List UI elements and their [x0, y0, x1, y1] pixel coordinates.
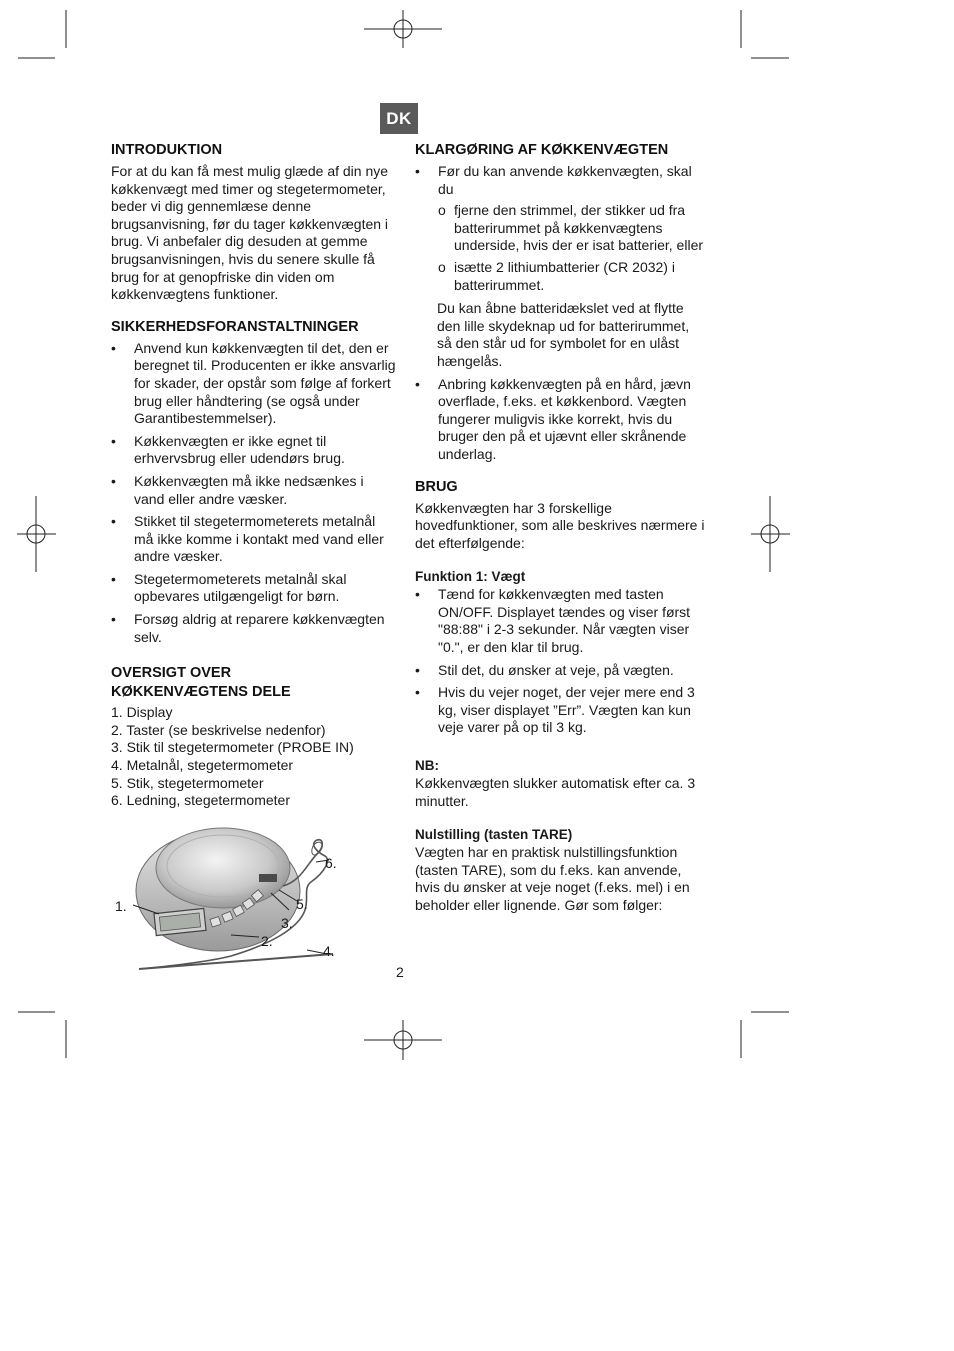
parts-section	[111, 664, 396, 976]
list-item: 3. Stik til stegetermometer (PROBE IN)	[111, 739, 354, 756]
bullet-icon: •	[415, 684, 420, 701]
bullet-icon: •	[111, 611, 116, 628]
callout-1: 1.	[115, 897, 127, 914]
sub-list-item	[438, 259, 705, 294]
parts-heading-line1: OVERSIGT OVER	[111, 665, 232, 682]
bullet-icon: •	[111, 513, 116, 530]
list-item: 1. Display	[111, 704, 173, 721]
bullet-icon: •	[111, 570, 116, 587]
list-item	[415, 376, 705, 464]
prep-sublist	[438, 202, 705, 294]
left-column	[111, 141, 396, 990]
prep-heading: KLARGØRING AF KØKKENVÆGTEN	[415, 142, 669, 158]
callout-4: 4.	[323, 942, 335, 959]
callout-3: 3.	[281, 914, 293, 931]
list-item-text: Anvend kun køkkenvægten til det, den er beregnet til. Producenten er ikke ansvarlig for skader, der opstår som følge af forkert brug eller håndtering (se også under Garantibestemmelser).	[134, 339, 396, 427]
callout-6: 6.	[325, 854, 337, 871]
prep-list-2	[415, 376, 705, 464]
prep-section	[415, 141, 705, 464]
prep-list	[415, 163, 705, 294]
language-badge: DK	[380, 103, 418, 134]
list-item-text: Køkkenvægten er ikke egnet til erhvervsbrug eller udendørs brug.	[134, 432, 345, 467]
nb-text: Køkkenvægten slukker automatisk efter ca. 3 minutter.	[415, 775, 696, 809]
list-item	[111, 433, 396, 468]
intro-section	[111, 141, 396, 304]
bullet-icon: •	[415, 586, 420, 603]
callout-2: 2.	[261, 932, 273, 949]
sub-list-item-text: fjerne den strimmel, der stikker ud fra batterirummet på køkkenvægtens underside, hvis der er isat batterier, eller	[454, 202, 704, 254]
sub-list-item	[438, 202, 705, 255]
right-column	[415, 141, 705, 929]
bullet-icon: •	[111, 339, 116, 356]
callout-5: 5.	[296, 895, 308, 912]
use-heading: BRUG	[415, 478, 458, 495]
nb-heading: NB:	[415, 758, 439, 774]
list-item	[415, 684, 705, 737]
tare-text: Vægten har en praktisk nulstillingsfunktion (tasten TARE), som du f.eks. kan anvende, hvis du ønsker at veje noget (f.eks. mel) i en beholder eller lignende. Gør som følger:	[415, 844, 690, 913]
use-section	[415, 478, 705, 915]
bullet-icon: •	[415, 163, 420, 179]
list-item-text: Stikket til stegetermometerets metalnål må ikke komme i kontakt med vand eller andre væsker.	[134, 513, 384, 565]
intro-heading: INTRODUKTION	[111, 142, 223, 158]
list-item: 5. Stik, stegetermometer	[111, 774, 264, 791]
list-item	[111, 340, 396, 428]
intro-text: For at du kan få mest mulig glæde af din nye køkkenvægt med timer og stegetermometer, beder vi dig gennemlæse denne brugsanvisning, før du tager køkkenvægten i brug. Vi anbefaler dig desuden at gemme brugsanvisningen, hvis du senere skulle få brug for at genopfriske din viden om køkkenvægtens funktioner.	[111, 163, 389, 303]
battery-note: Du kan åbne batteridækslet ved at flytte den lille skydeknap ud for batterirummet, så den står ud for symbolet for en ulåst hængelås.	[437, 300, 690, 369]
sub-list-item-text: isætte 2 lithiumbatterier (CR 2032) i batterirummet.	[454, 258, 675, 293]
bullet-icon: •	[111, 472, 116, 489]
list-item	[111, 473, 396, 508]
list-item-text: Anbring køkkenvægten på en hård, jævn overflade, f.eks. et køkkenbord. Vægten fungerer muligvis ikke korrekt, hvis du bruger den på et ujævnt eller skrånende underlag.	[438, 375, 691, 462]
safety-list	[111, 340, 396, 647]
parts-heading-line2: KØKKENVÆGTENS DELE	[111, 684, 291, 701]
sub-bullet-icon: o	[438, 202, 446, 219]
list-item	[111, 611, 396, 646]
bullet-icon: •	[415, 375, 420, 392]
sub-bullet-icon: o	[438, 258, 446, 275]
list-item-text: Stil det, du ønsker at veje, på vægten.	[438, 661, 674, 678]
use-text: Køkkenvægten har 3 forskellige hovedfunktioner, som alle beskrives nærmere i det efterfølgende:	[415, 499, 705, 551]
list-item-text: Stegetermometerets metalnål skal opbevares utilgængeligt for børn.	[134, 570, 347, 605]
scale-drawing	[111, 816, 371, 976]
list-item: 2. Taster (se beskrivelse nedenfor)	[111, 721, 326, 738]
list-item: 6. Ledning, stegetermometer	[111, 792, 290, 809]
parts-heading	[111, 664, 396, 702]
safety-heading: SIKKERHEDSFORANSTALTNINGER	[111, 318, 359, 335]
list-item	[415, 586, 705, 656]
page-number: 2	[396, 964, 404, 980]
list-item-text: Hvis du vejer noget, der vejer mere end 3 kg, viser displayet ”Err”. Vægten kan kun veje varer på op til 3 kg.	[438, 684, 695, 736]
bullet-icon: •	[415, 661, 420, 678]
list-item-text: Tænd for køkkenvægten med tasten ON/OFF. Displayet tændes og viser først "88:88" i 2-3 sekunder. Når vægten viser "0.", er den klar til brug.	[438, 586, 691, 656]
function1-list	[415, 586, 705, 737]
safety-section	[111, 318, 396, 647]
list-item	[415, 163, 705, 294]
scale-illustration	[111, 816, 371, 976]
list-item-text: Køkkenvægten må ikke nedsænkes i vand eller andre væsker.	[134, 472, 364, 507]
list-item-text: Før du kan anvende køkkenvægten, skal du	[438, 163, 692, 197]
tare-heading: Nulstilling (tasten TARE)	[415, 827, 573, 843]
list-item: 4. Metalnål, stegetermometer	[111, 757, 294, 774]
list-item-text: Forsøg aldrig at reparere køkkenvægten selv.	[134, 611, 385, 645]
function1-heading: Funktion 1: Vægt	[415, 569, 526, 585]
bullet-icon: •	[111, 432, 116, 449]
list-item	[415, 662, 705, 680]
list-item	[111, 513, 396, 566]
list-item	[111, 571, 396, 606]
parts-list	[111, 704, 396, 810]
